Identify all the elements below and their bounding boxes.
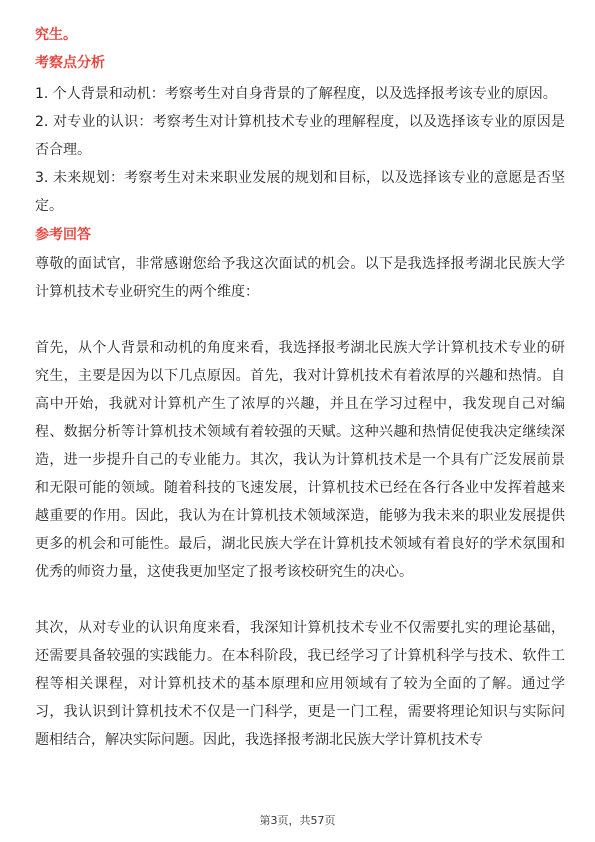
- page-content: [35, 24, 565, 754]
- answer-paragraph: 其次，从对专业的认识角度来看，我深知计算机技术专业不仅需要扎实的理论基础，还需要具备较强的实践能力。在本科阶段，我已经学习了计算机科学与技术、软件工程等相关课程，对计算机技术的基本原理和应用领域有了较为全面的了解。通过学习，我认识到计算机技术不仅是一门科学，更是一门工程，需要将理论知识与实际问题相结合，解决实际问题。因此，我选择报考湖北民族大学计算机技术专: [35, 620, 565, 748]
- paragraph-spacer: [35, 306, 565, 334]
- analysis-item: 3. 未来规划：考察考生对未来职业发展的规划和目标，以及选择该专业的意愿是否坚定。: [35, 170, 565, 214]
- page-number: 第3页，共57页: [259, 814, 336, 827]
- paragraph-spacer: [35, 586, 565, 614]
- answer-heading: 参考回答: [35, 227, 91, 243]
- analysis-item: 1. 个人背景和动机：考察考生对自身背景的了解程度，以及选择报考该专业的原因。: [35, 86, 557, 102]
- analysis-item: 2. 对专业的认识：考察考生对计算机技术专业的理解程度，以及选择该专业的原因是否合理。: [35, 114, 565, 158]
- analysis-heading: 考察点分析: [35, 55, 105, 71]
- answer-paragraph: 尊敬的面试官，非常感谢您给予我这次面试的机会。以下是我选择报考湖北民族大学计算机技术专业研究生的两个维度：: [35, 256, 565, 300]
- answer-paragraph: 首先，从个人背景和动机的角度来看，我选择报考湖北民族大学计算机技术专业的研究生，主要是因为以下几点原因。首先，我对计算机技术有着浓厚的兴趣和热情。自高中开始，我就对计算机产生了浓厚的兴趣，并且在学习过程中，我发现自己对编程、数据分析等计算机技术领域有着较强的天赋。这种兴趣和热情促使我决定继续深造，进一步提升自己的专业能力。其次，我认为计算机技术是一个具有广泛发展前景和无限可能的领域。随着科技的飞速发展，计算机技术已经在各行各业中发挥着越来越重要的作用。因此，我认为在计算机技术领域深造，能够为我未来的职业发展提供更多的机会和可能性。最后，湖北民族大学在计算机技术领域有着良好的学术氛围和优秀的师资力量，这使我更加坚定了报考该校研究生的决心。: [35, 340, 565, 580]
- continued-heading: 究生。: [35, 27, 77, 43]
